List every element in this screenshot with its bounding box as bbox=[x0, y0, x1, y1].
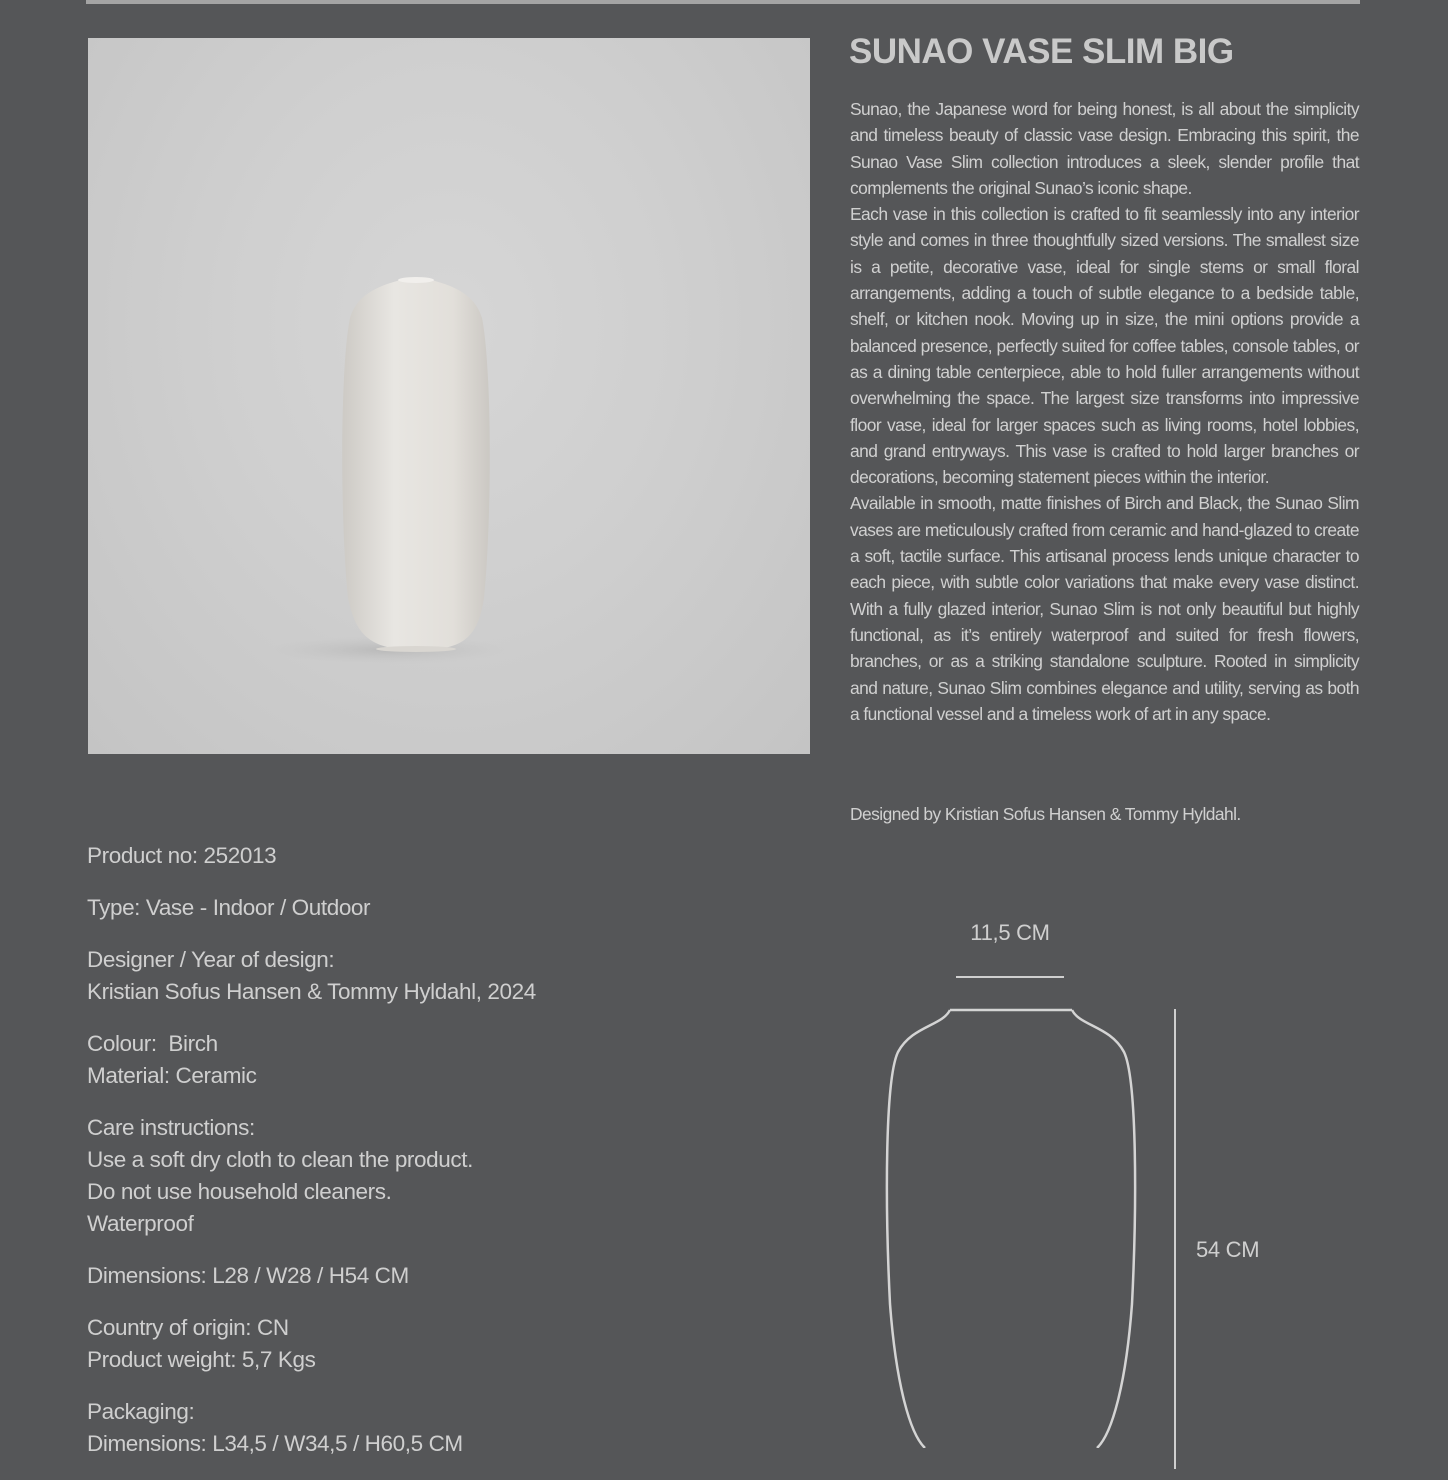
spec-type bbox=[87, 892, 747, 924]
spec-line: Do not use household cleaners. bbox=[87, 1179, 392, 1204]
width-dimension-label: 11,5 CM bbox=[970, 920, 1050, 945]
product-photo bbox=[88, 38, 810, 754]
spec-label: Designer / Year of design: bbox=[87, 947, 335, 972]
designer-credit: Designed by Kristian Sofus Hansen & Tommy Hyldahl. bbox=[850, 804, 1241, 824]
width-dimension-line bbox=[956, 976, 1064, 978]
description-paragraph: Sunao, the Japanese word for being honest, is all about the simplicity and timeless beauty of classic vase design. Embracing this spirit, the Sunao Vase Slim collection introduces a sleek, slender profile that complements the original Sunao’s iconic shape. bbox=[850, 99, 1359, 198]
spec-line: Waterproof bbox=[87, 1211, 194, 1236]
spec-designer bbox=[87, 944, 747, 1008]
height-dimension-line bbox=[1174, 1009, 1176, 1469]
spec-label: Packaging: bbox=[87, 1399, 195, 1424]
spec-line: Type: Vase - Indoor / Outdoor bbox=[87, 895, 371, 920]
spec-line: Kristian Sofus Hansen & Tommy Hyldahl, 2024 bbox=[87, 979, 536, 1004]
spec-packaging bbox=[87, 1396, 747, 1460]
spec-line: Product weight: 5,7 Kgs bbox=[87, 1347, 316, 1372]
spec-line: Use a soft dry cloth to clean the product. bbox=[87, 1147, 473, 1172]
description-paragraph: Each vase in this collection is crafted to fit seamlessly into any interior style and comes in three thoughtfully sized versions. The smallest size is a petite, decorative vase, ideal for single stems or small floral arrangements, adding a touch of subtle elegance to a bedside table, shelf, or kitchen nook. Moving up in size, the mini options provide a balanced presence, perfectly suited for coffee tables, console tables, or as a dining table centerpiece, able to hold fuller arrangements without overwhelming the space. The largest size transforms into impressive floor vase, ideal for larger spaces such as living rooms, hotel lobbies, and grand entryways. This vase is crafted to hold larger branches or decorations, becoming statement pieces within the interior. bbox=[850, 204, 1359, 488]
vase-outline-drawing bbox=[880, 1004, 1142, 1448]
top-divider bbox=[86, 0, 1360, 4]
vase-illustration bbox=[88, 38, 810, 754]
spec-origin-weight bbox=[87, 1312, 747, 1376]
spec-dimensions bbox=[87, 1260, 747, 1292]
spec-line: Product no: 252013 bbox=[87, 843, 277, 868]
height-dimension-label: 54 CM bbox=[1196, 1237, 1260, 1262]
spec-product-no bbox=[87, 840, 747, 872]
spec-line: Colour: Birch bbox=[87, 1031, 218, 1056]
description-paragraph: Available in smooth, matte finishes of Birch and Black, the Sunao Slim vases are meticulously crafted from ceramic and hand-glazed to create a soft, tactile surface. This artisanal process lends unique character to each piece, with subtle color variations that make every vase distinct. With a fully glazed interior, Sunao Slim is not only beautiful but highly functional, as it’s entirely waterproof and suited for fresh flowers, branches, or as a striking standalone sculpture. Rooted in simplicity and nature, Sunao Slim combines elegance and utility, serving as both a functional vessel and a timeless work of art in any space. bbox=[850, 493, 1359, 724]
spec-label: Care instructions: bbox=[87, 1115, 255, 1140]
product-title: SUNAO VASE SLIM BIG bbox=[849, 32, 1234, 71]
product-specs bbox=[87, 840, 747, 1480]
spec-care bbox=[87, 1112, 747, 1240]
spec-line: Material: Ceramic bbox=[87, 1063, 257, 1088]
spec-line: Dimensions: L34,5 / W34,5 / H60,5 CM bbox=[87, 1431, 463, 1456]
spec-colour-material bbox=[87, 1028, 747, 1092]
spec-line: Country of origin: CN bbox=[87, 1315, 289, 1340]
product-description bbox=[850, 96, 1359, 727]
spec-line: Dimensions: L28 / W28 / H54 CM bbox=[87, 1263, 409, 1288]
